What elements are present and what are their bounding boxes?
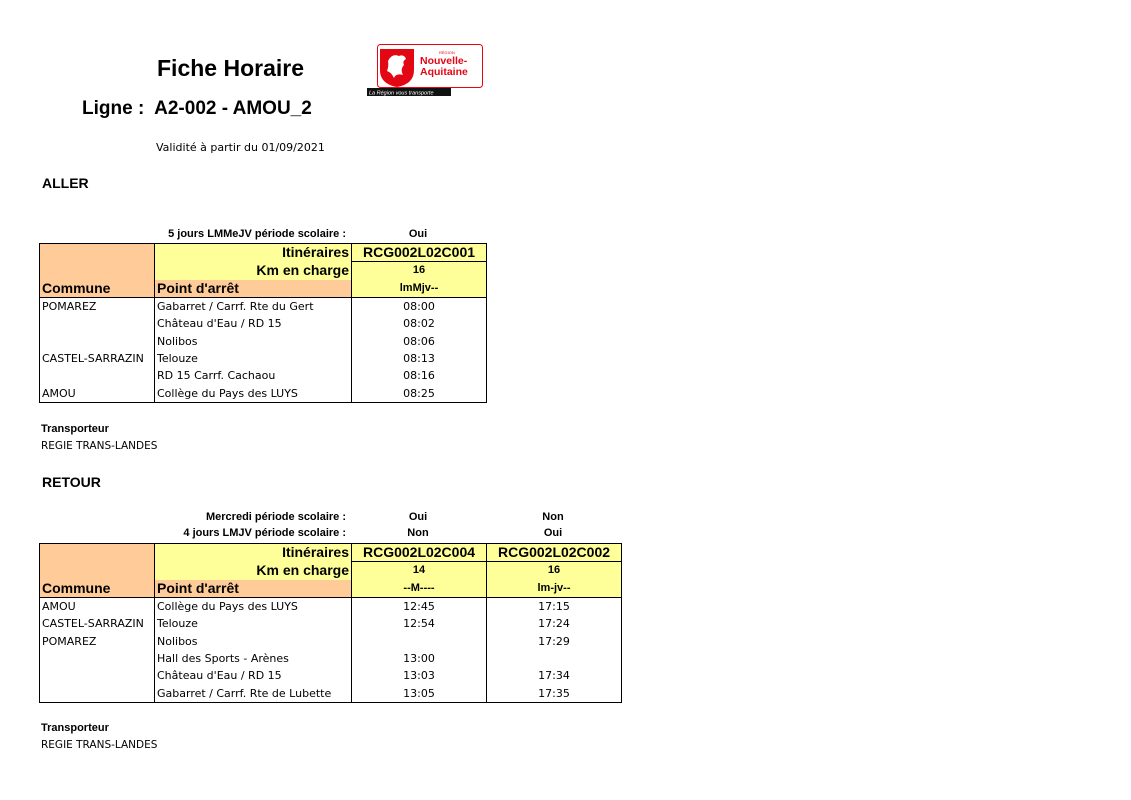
table-row: AMOU Collège du Pays des LUYS 08:25 xyxy=(40,384,487,402)
aller-service-code: RCG002L02C001 xyxy=(352,244,487,262)
retour-commune-header: Commune xyxy=(40,580,155,598)
table-row: RD 15 Carrf. Cachaou 08:16 xyxy=(40,367,487,384)
aller-point-header: Point d'arrêt xyxy=(155,280,352,298)
table-row: CASTEL-SARRAZIN Telouze 12:54 17:24 xyxy=(40,615,622,632)
logo-tagline: La Région vous transporte xyxy=(369,90,434,97)
table-row: AMOU Collège du Pays des LUYS 12:45 17:15 xyxy=(40,597,622,615)
line-value: A2-002 - AMOU_2 xyxy=(154,98,312,119)
table-row: Château d'Eau / RD 15 13:03 17:34 xyxy=(40,667,622,684)
region-logo xyxy=(369,44,483,97)
region-logo-graphic xyxy=(369,44,483,97)
retour-point-header: Point d'arrêt xyxy=(155,580,352,598)
retour-transporteur-value: REGIE TRANS-LANDES xyxy=(41,739,158,751)
logo-name-line1: Nouvelle- xyxy=(420,55,468,67)
aller-transporteur-value: REGIE TRANS-LANDES xyxy=(41,440,158,452)
retour-service-days-1: --M---- xyxy=(352,580,487,598)
line-label: Ligne : xyxy=(82,98,145,119)
retour-period-value-2a: Non xyxy=(407,527,429,539)
validity-date: Validité à partir du 01/09/2021 xyxy=(156,141,325,154)
retour-service-km-2: 16 xyxy=(487,562,622,580)
retour-km-label: Km en charge xyxy=(155,562,352,580)
aller-timetable xyxy=(39,243,487,403)
aller-period-value: Oui xyxy=(408,228,428,240)
aller-km-label: Km en charge xyxy=(155,262,352,280)
line-title xyxy=(82,98,312,120)
retour-column-header-row xyxy=(40,580,622,598)
aller-transporteur-label: Transporteur xyxy=(41,423,109,435)
retour-itineraires-row xyxy=(40,544,622,562)
aller-section-title: ALLER xyxy=(42,175,89,191)
retour-period-value-1a: Oui xyxy=(408,511,428,523)
retour-section-title: RETOUR xyxy=(42,474,101,490)
logo-region-small: RÉGION xyxy=(439,50,455,55)
retour-transporteur-label: Transporteur xyxy=(41,722,109,734)
retour-period-value-1b: Non xyxy=(542,511,564,523)
page-title: Fiche Horaire xyxy=(157,55,304,81)
table-row: POMAREZ Gabarret / Carrf. Rte du Gert 08:00 xyxy=(40,297,487,315)
table-row: Hall des Sports - Arènes 13:00 xyxy=(40,650,622,667)
retour-service-code-1: RCG002L02C004 xyxy=(352,544,487,562)
table-row: CASTEL-SARRAZIN Telouze 08:13 xyxy=(40,350,487,367)
retour-itineraires-label: Itinéraires xyxy=(155,544,352,562)
aller-km-row xyxy=(40,262,487,280)
retour-km-row xyxy=(40,562,622,580)
aller-itineraires-label: Itinéraires xyxy=(155,244,352,262)
logo-name-line2: Aquitaine xyxy=(420,66,468,78)
retour-period-label-1: Mercredi période scolaire : xyxy=(206,511,346,523)
retour-period-label-2: 4 jours LMJV période scolaire : xyxy=(183,527,346,539)
aller-period-label: 5 jours LMMeJV période scolaire : xyxy=(168,228,346,240)
table-row: POMAREZ Nolibos 17:29 xyxy=(40,632,622,649)
retour-timetable xyxy=(39,543,622,703)
retour-service-code-2: RCG002L02C002 xyxy=(487,544,622,562)
retour-service-km-1: 14 xyxy=(352,562,487,580)
table-row: Nolibos 08:06 xyxy=(40,332,487,349)
aller-itineraires-row xyxy=(40,244,487,262)
aller-commune-header: Commune xyxy=(40,280,155,298)
retour-period-value-2b: Oui xyxy=(543,527,563,539)
table-row: Château d'Eau / RD 15 08:02 xyxy=(40,315,487,332)
aller-service-days: lmMjv-- xyxy=(352,280,487,298)
aller-service-km: 16 xyxy=(352,262,487,280)
retour-service-days-2: lm-jv-- xyxy=(487,580,622,598)
aller-column-header-row xyxy=(40,280,487,298)
table-row: Gabarret / Carrf. Rte de Lubette 13:05 17:35 xyxy=(40,684,622,702)
